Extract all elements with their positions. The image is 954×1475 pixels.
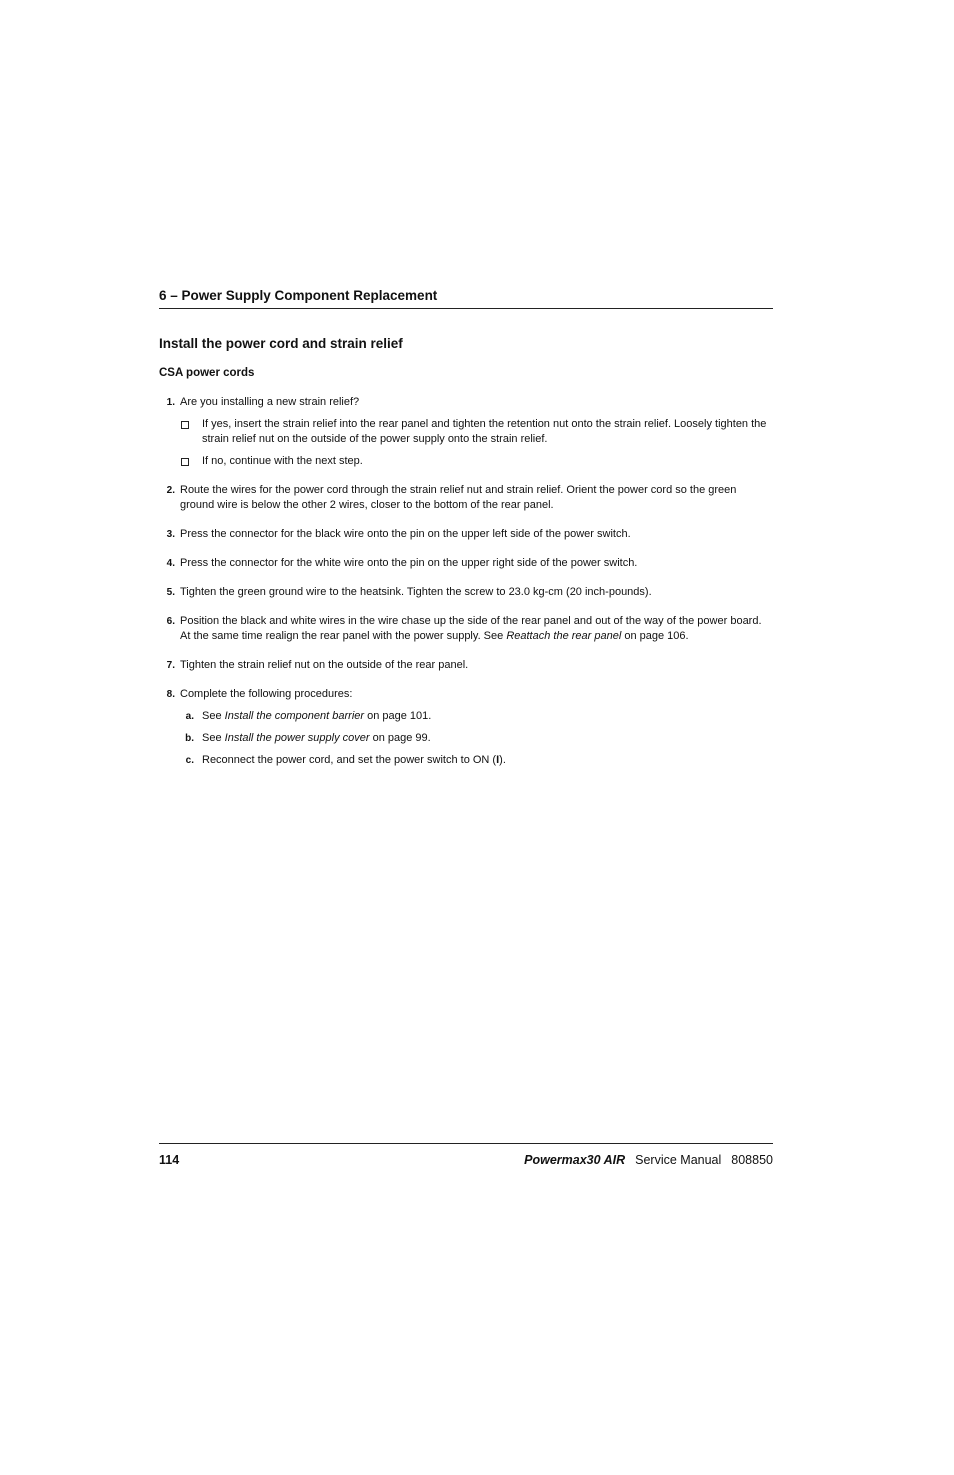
step-number: 8. [166, 689, 175, 700]
step-number: 3. [166, 529, 175, 540]
document-number: 808850 [731, 1153, 773, 1167]
step-number: 4. [166, 558, 175, 569]
step-number: 5. [166, 587, 175, 598]
sub-step-text-after: on page 99. [369, 732, 431, 744]
step-8 [159, 687, 773, 768]
step-text-before: Position the black and white wires in the wire chase up the side of the rear panel and out of the way of the power board. At the same time realign the rear panel with the power supply. See [180, 615, 762, 642]
sub-step-list [180, 709, 773, 768]
step-5 [159, 585, 773, 600]
step-2 [159, 483, 773, 513]
step-number: 6. [166, 616, 175, 627]
section-title: Install the power cord and strain relief [159, 336, 403, 351]
checkbox-icon [181, 458, 189, 466]
bullet-text: If no, continue with the next step. [202, 455, 363, 467]
page-footer [159, 1143, 773, 1167]
step-text: Route the wires for the power cord through the strain relief nut and strain relief. Orient the power cord so the green ground wire is below the other 2 wires, closer to the bottom of the rear panel. [180, 484, 737, 511]
sub-step-text-before: See [202, 732, 225, 744]
step-text-after: on page 106. [621, 630, 689, 642]
sub-step-text-before: See [202, 710, 225, 722]
step-6 [159, 614, 773, 644]
step-text: Tighten the green ground wire to the heatsink. Tighten the screw to 23.0 kg-cm (20 inch-pounds). [180, 586, 652, 598]
sub-step-text-before: Reconnect the power cord, and set the power switch to ON ( [202, 754, 497, 766]
power-on-symbol: I [496, 754, 500, 766]
cross-reference-link[interactable]: Reattach the rear panel [506, 630, 622, 642]
footer-document-info [524, 1153, 773, 1167]
step-text: Press the connector for the white wire onto the pin on the upper right side of the power switch. [180, 557, 638, 569]
sub-step-letter: c. [185, 755, 194, 766]
sub-step-c [180, 753, 773, 768]
sub-step-b [180, 731, 773, 746]
sub-step-letter: b. [185, 733, 194, 744]
step-text: Press the connector for the black wire onto the pin on the upper left side of the power switch. [180, 528, 631, 540]
bullet-text: If yes, insert the strain relief into the rear panel and tighten the retention nut onto the strain relief. Loosely tighten the strain relief nut on the outside of the power supply onto the strain relief. [202, 418, 767, 445]
product-name: Powermax30 AIR [524, 1153, 626, 1167]
step-text [180, 614, 773, 644]
step-text: Tighten the strain relief nut on the outside of the rear panel. [180, 659, 469, 671]
step-number: 1. [166, 397, 175, 408]
chapter-header: 6 – Power Supply Component Replacement [159, 288, 773, 309]
subsection-title: CSA power cords [159, 367, 255, 379]
checkbox-icon [181, 421, 189, 429]
step-3 [159, 527, 773, 542]
bullet-item [180, 417, 773, 447]
procedure-steps [159, 395, 773, 782]
sub-step-letter: a. [185, 711, 194, 722]
step-4 [159, 556, 773, 571]
manual-type: Service Manual [635, 1153, 722, 1167]
sub-step-text-after: ). [499, 754, 506, 766]
page-number: 114 [159, 1153, 180, 1167]
sub-step-text-after: on page 101. [364, 710, 432, 722]
bullet-item [180, 454, 773, 469]
cross-reference-link[interactable]: Install the component barrier [224, 710, 365, 722]
bullet-list [180, 417, 773, 469]
step-7 [159, 658, 773, 673]
step-1 [159, 395, 773, 469]
step-text: Complete the following procedures: [180, 688, 353, 700]
step-text: Are you installing a new strain relief? [180, 396, 360, 408]
step-number: 2. [166, 485, 175, 496]
cross-reference-link[interactable]: Install the power supply cover [224, 732, 370, 744]
step-number: 7. [166, 660, 175, 671]
sub-step-a [180, 709, 773, 724]
